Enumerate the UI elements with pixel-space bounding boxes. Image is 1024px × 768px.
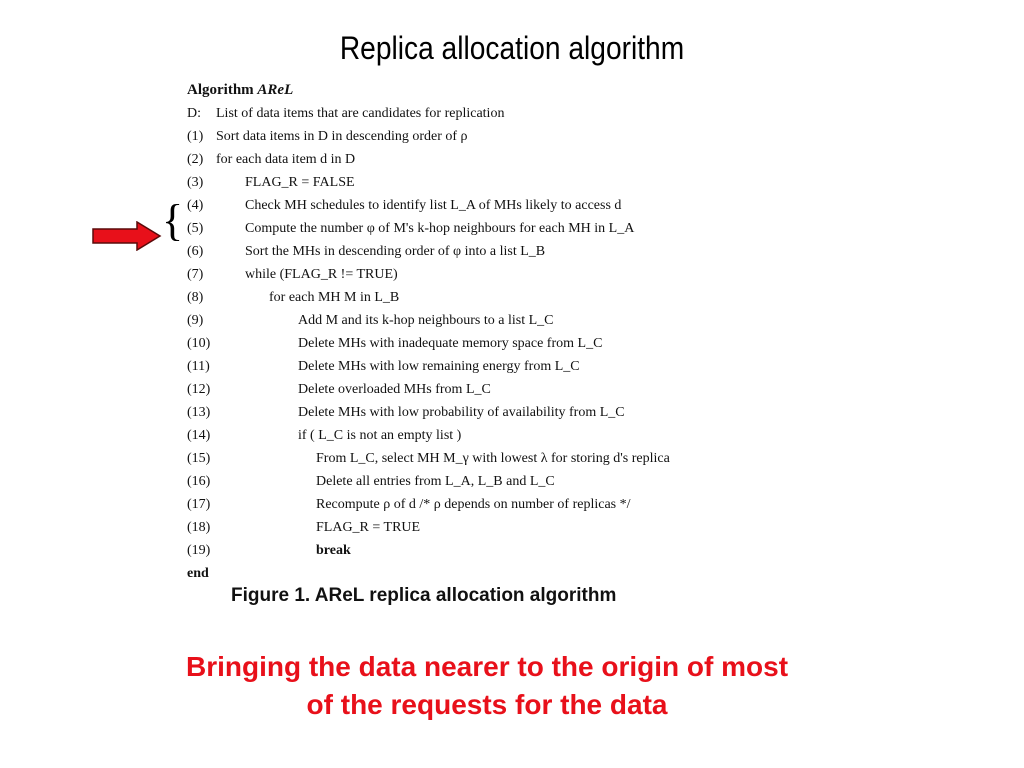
line-number: (2) [187, 152, 204, 167]
line-number: (5) [187, 221, 204, 236]
slide-note-line: of the requests for the data [306, 689, 668, 720]
algorithm-line [187, 401, 827, 424]
line-text: Sort data items in D in descending order of ρ [216, 129, 468, 144]
line-number: (8) [187, 290, 204, 305]
line-text: List of data items that are candidates for replication [216, 106, 505, 121]
algorithm-line [187, 332, 827, 355]
slide-title: Replica allocation algorithm [339, 30, 685, 66]
figure-caption: Figure 1. AReL replica allocation algorithm [231, 585, 617, 606]
algorithm-line [187, 240, 827, 263]
line-number: (7) [187, 267, 204, 282]
algorithm-heading-name: AReL [257, 82, 294, 98]
line-number: end [187, 566, 209, 581]
algorithm-line [187, 516, 827, 539]
algorithm-line [187, 493, 827, 516]
line-text: Delete MHs with inadequate memory space from L_C [298, 336, 603, 351]
line-text: Recompute ρ of d /* ρ depends on number of replicas */ [316, 497, 631, 512]
line-text: break [316, 543, 351, 558]
line-number: (13) [187, 405, 211, 420]
line-text: for each data item d in D [216, 152, 356, 167]
line-text: From L_C, select MH M_γ with lowest λ for storing d's replica [316, 451, 670, 466]
line-text: if ( L_C is not an empty list ) [298, 428, 462, 443]
algorithm-line [187, 263, 827, 286]
line-text: FLAG_R = TRUE [316, 520, 421, 535]
line-text: Delete MHs with low remaining energy from L_C [298, 359, 580, 374]
algorithm-line [187, 171, 827, 194]
algorithm-line [187, 355, 827, 378]
line-text: while (FLAG_R != TRUE) [245, 267, 398, 282]
line-number: (11) [187, 359, 210, 374]
line-number: (19) [187, 543, 211, 558]
algorithm-line [187, 148, 827, 171]
slide-note [0, 648, 974, 724]
algorithm-line [187, 378, 827, 401]
algorithm-line [187, 125, 827, 148]
line-text: Delete all entries from L_A, L_B and L_C [316, 474, 555, 489]
algorithm-line [187, 102, 827, 125]
line-number: (15) [187, 451, 211, 466]
algorithm-figure [187, 78, 827, 585]
line-number: (17) [187, 497, 211, 512]
algorithm-line [187, 447, 827, 470]
line-number: (16) [187, 474, 211, 489]
algorithm-line [187, 194, 827, 217]
line-number: (4) [187, 198, 204, 213]
line-text: Check MH schedules to identify list L_A of MHs likely to access d [245, 198, 622, 213]
line-number: (9) [187, 313, 204, 328]
line-number: D: [187, 106, 201, 121]
algorithm-line [187, 562, 827, 585]
slide-note-line: Bringing the data nearer to the origin of most [185, 651, 789, 682]
algorithm-line [187, 309, 827, 332]
algorithm-line [187, 217, 827, 240]
line-number: (12) [187, 382, 211, 397]
line-number: (10) [187, 336, 211, 351]
algorithm-heading-word: Algorithm [187, 82, 254, 98]
line-number: (3) [187, 175, 204, 190]
curly-brace-icon: { [162, 196, 184, 245]
line-number: (1) [187, 129, 204, 144]
algorithm-line [187, 539, 827, 562]
line-text: Delete MHs with low probability of availability from L_C [298, 405, 625, 420]
algorithm-line [187, 286, 827, 309]
line-text: FLAG_R = FALSE [245, 175, 355, 190]
line-number: (14) [187, 428, 211, 443]
line-text: Sort the MHs in descending order of φ into a list L_B [245, 244, 546, 259]
line-text: Add M and its k-hop neighbours to a list L_C [298, 313, 554, 328]
algorithm-heading [187, 78, 827, 102]
algorithm-line [187, 424, 827, 447]
line-text: Delete overloaded MHs from L_C [298, 382, 491, 397]
algorithm-line [187, 470, 827, 493]
line-number: (6) [187, 244, 204, 259]
line-text: for each MH M in L_B [269, 290, 400, 305]
line-number: (18) [187, 520, 211, 535]
line-text: Compute the number φ of M's k-hop neighbours for each MH in L_A [245, 221, 635, 236]
right-arrow-icon [92, 221, 162, 251]
